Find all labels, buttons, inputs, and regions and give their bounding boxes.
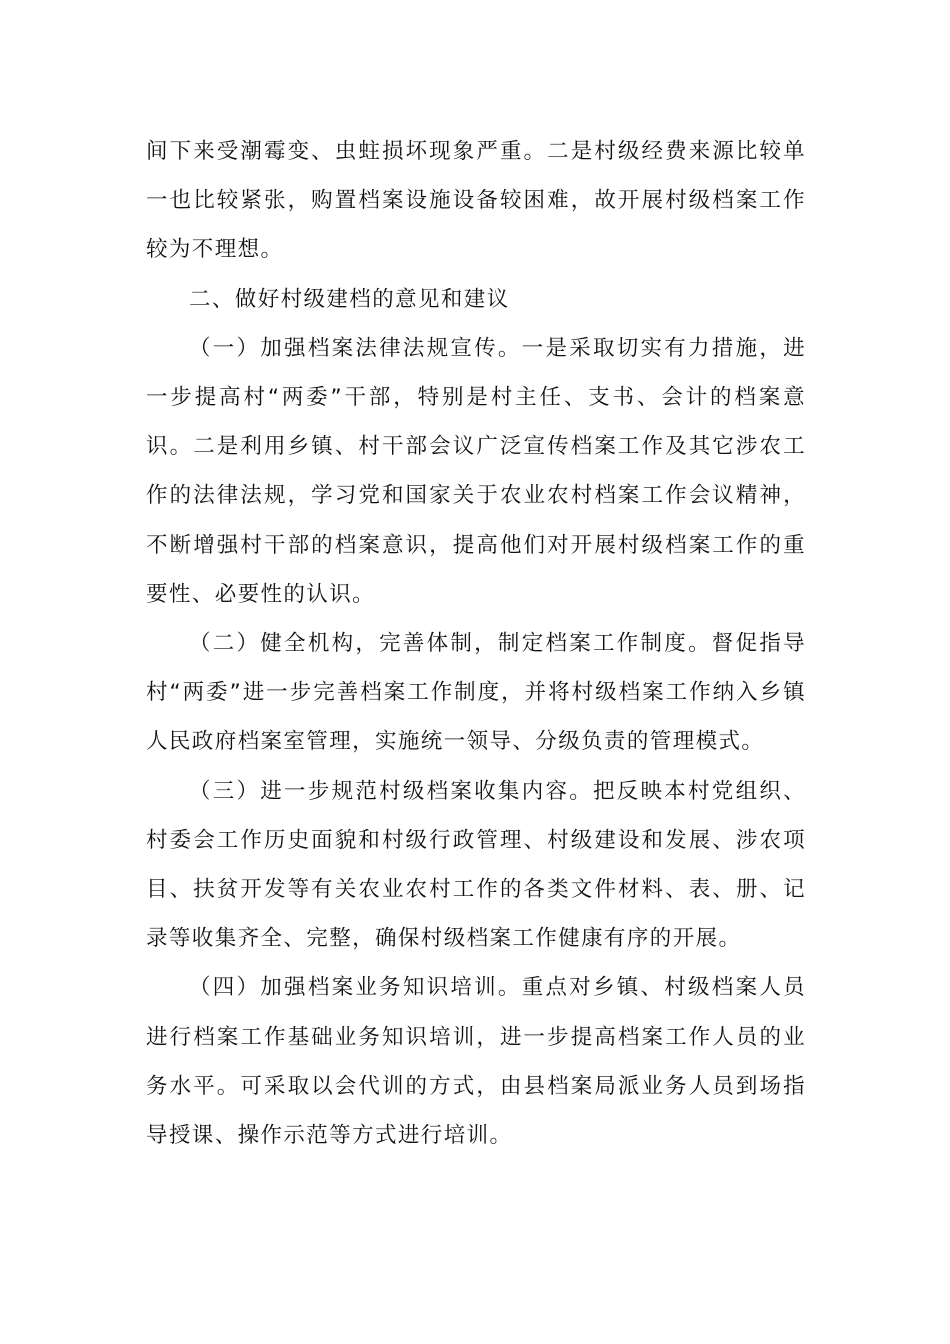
paragraph-item-3: （三）进一步规范村级档案收集内容。把反映本村党组织、村委会工作历史面貌和村级行政管理、村级建设和发展、涉农项目、扶贫开发等有关农业农村工作的各类文件材料、表、册、记录等收集齐全、完整，确保村级档案工作健康有序的开展。	[146, 778, 806, 952]
paragraph-item-1: （一）加强档案法律法规宣传。一是采取切实有力措施，进一步提高村“两委”干部，特别是村主任、支书、会计的档案意识。二是利用乡镇、村干部会议广泛宣传档案工作及其它涉农工作的法律法规，学习党和国家关于农业农村档案工作会议精神，不断增强村干部的档案意识，提高他们对开展村级档案工作的重要性、必要性的认识。	[146, 335, 806, 607]
paragraph-item-4: （四）加强档案业务知识培训。重点对乡镇、村级档案人员进行档案工作基础业务知识培训，进一步提高档案工作人员的业务水平。可采取以会代训的方式，由县档案局派业务人员到场指导授课、操作示范等方式进行培训。	[146, 975, 806, 1149]
section-heading: 二、做好村级建档的意见和建议	[189, 286, 510, 312]
document-body	[146, 127, 806, 1160]
paragraph-item-2: （二）健全机构，完善体制，制定档案工作制度。督促指导村“两委”进一步完善档案工作制度，并将村级档案工作纳入乡镇人民政府档案室管理，实施统一领导、分级负责的管理模式。	[146, 631, 806, 755]
paragraph-continuation: 间下来受潮霉变、虫蛀损坏现象严重。二是村级经费来源比较单一也比较紧张，购置档案设施设备较困难，故开展村级档案工作较为不理想。	[146, 139, 806, 263]
